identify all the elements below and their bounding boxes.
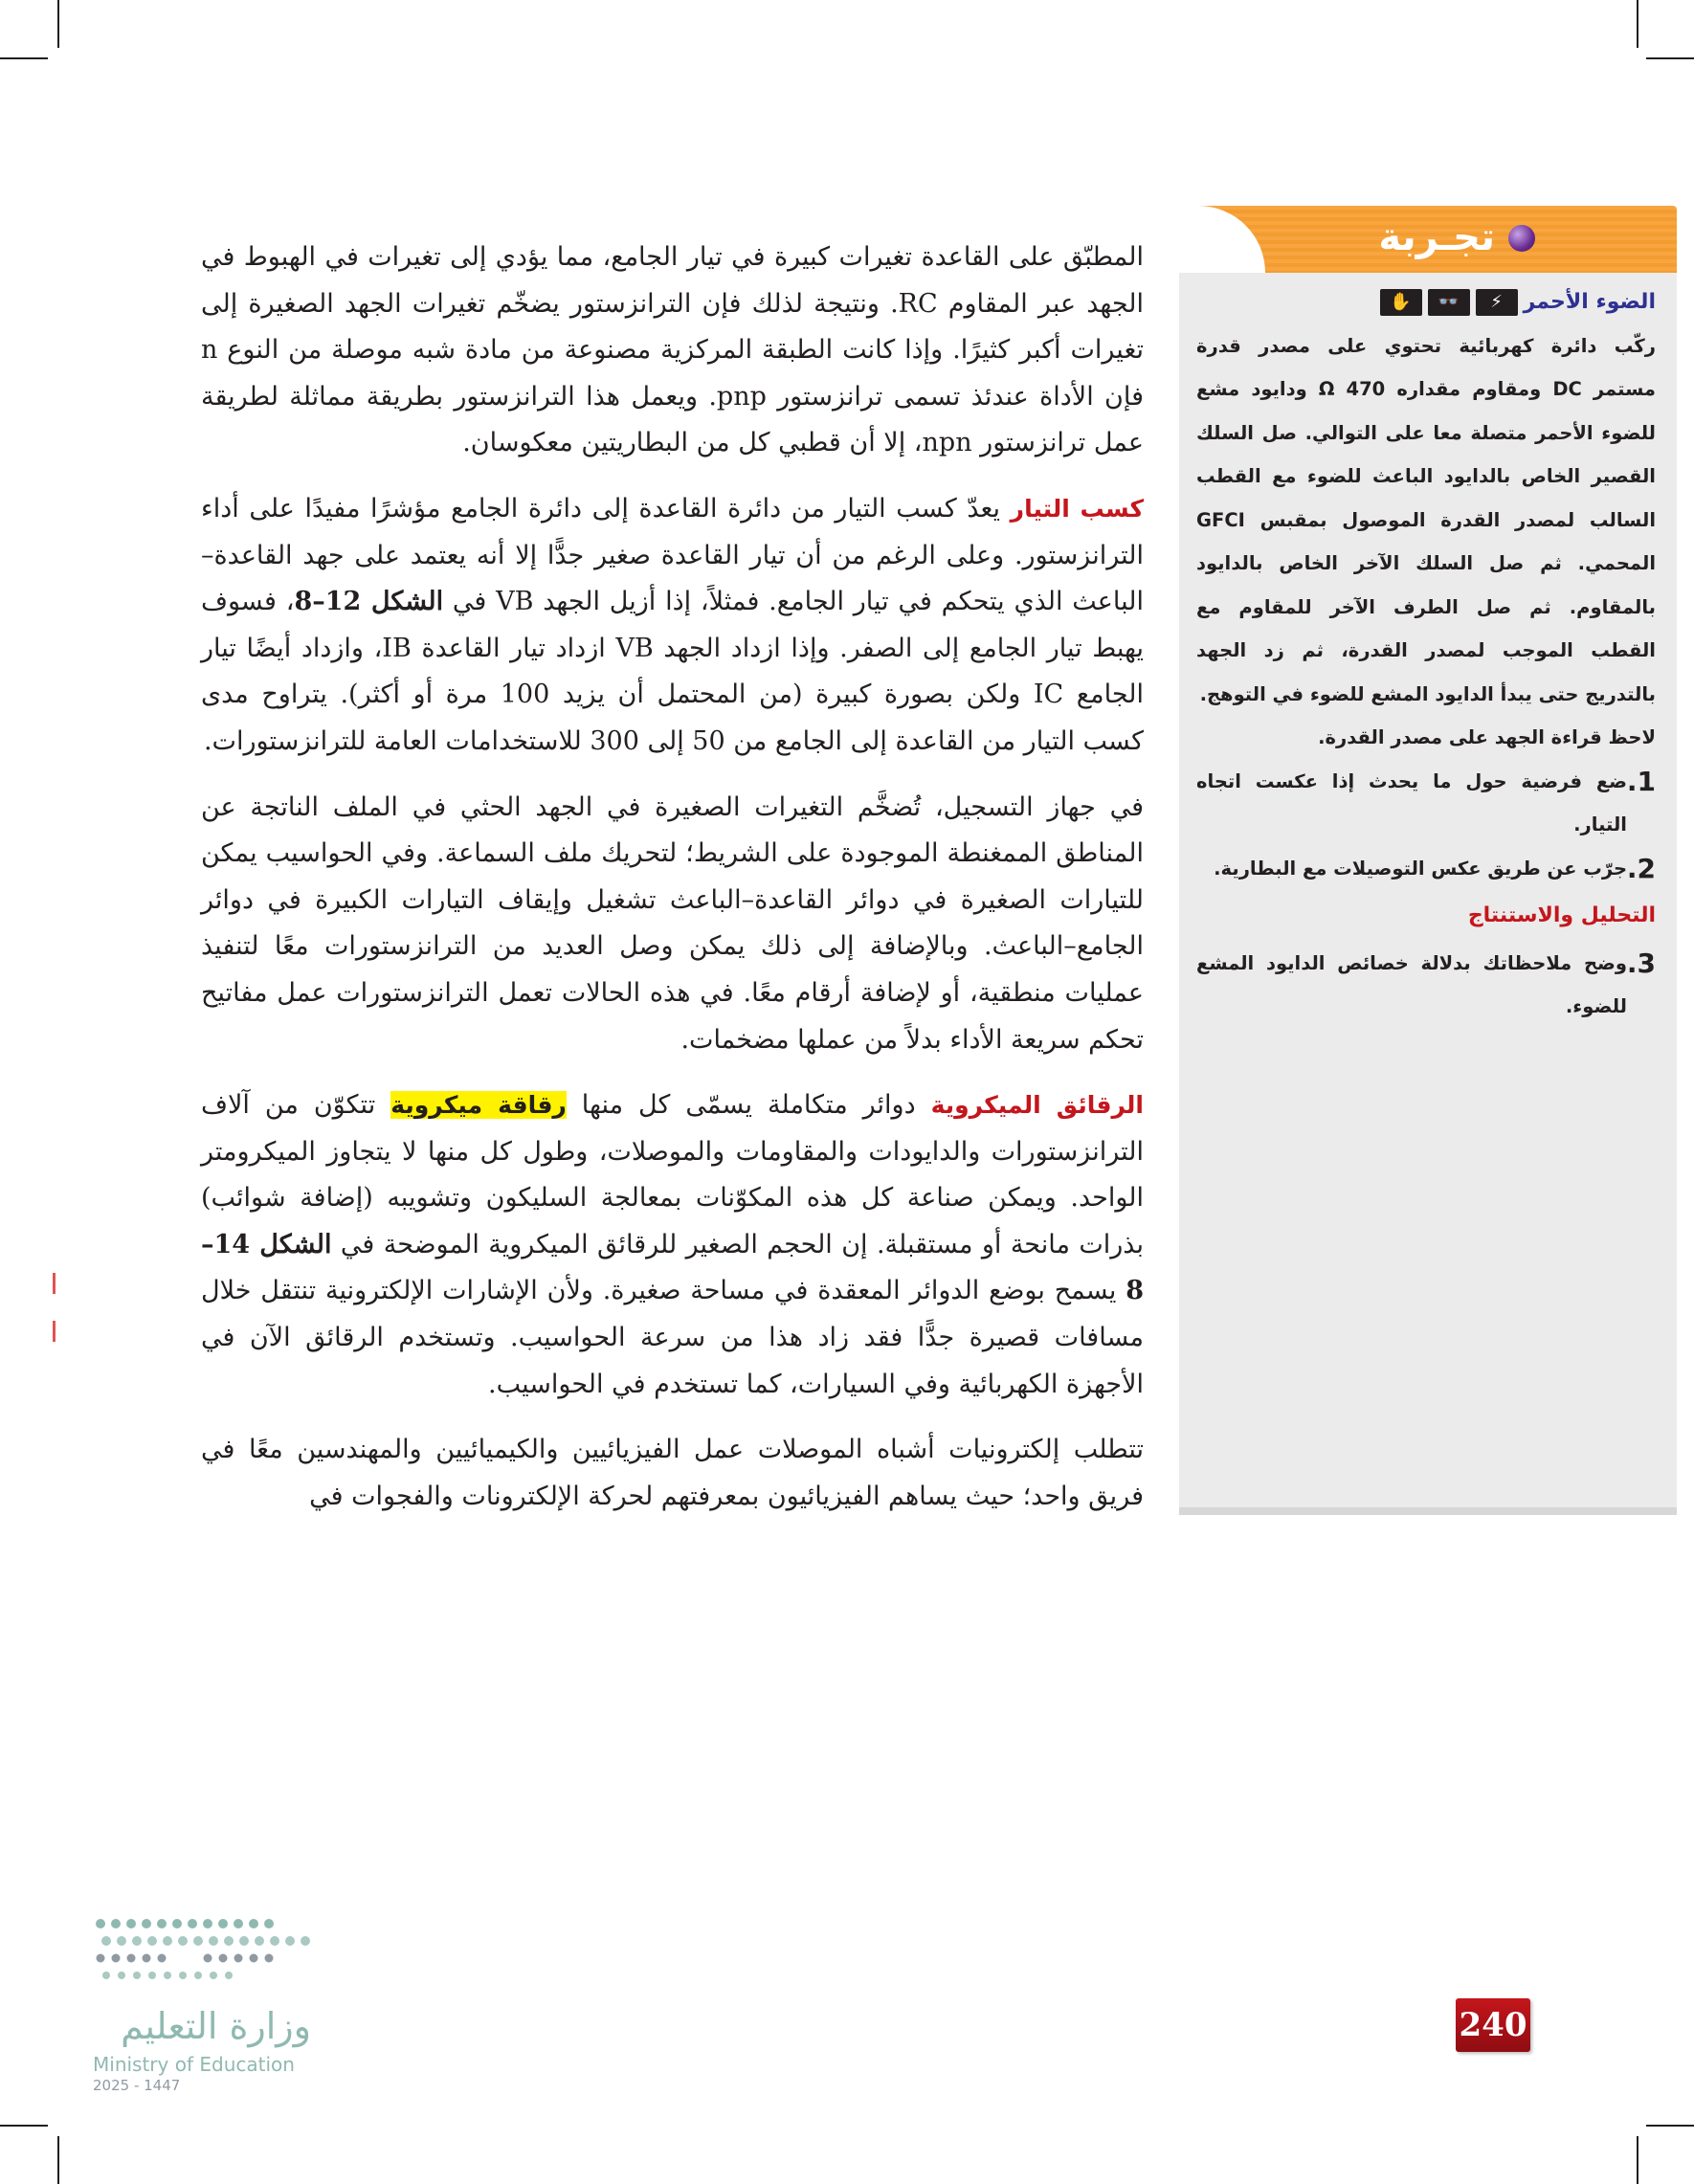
logo-dot	[117, 1936, 126, 1946]
figure-reference[interactable]: الشكل 12–8	[294, 587, 444, 617]
logo-dot	[157, 1919, 167, 1928]
paragraph-text: دوائر متكاملة يسمّى كل منها	[566, 1090, 931, 1121]
logo-dot	[285, 1936, 295, 1946]
goggles-safety-icon: 👓	[1428, 289, 1470, 316]
crop-mark	[1646, 57, 1694, 59]
step-number: 3.	[1626, 947, 1656, 979]
logo-dot	[96, 1919, 105, 1928]
crop-mark	[0, 2125, 48, 2127]
logo-dot	[178, 1936, 188, 1946]
margin-mark	[53, 1321, 56, 1342]
logo-dot	[203, 1919, 212, 1928]
logo-dot	[210, 1972, 217, 1979]
logo-dot	[126, 1919, 136, 1928]
paragraph-semiconductor-electronics: تتطلب إلكترونيات أشباه الموصلات عمل الفيزيائيين والكيميائيين والمهندسين معًا في فريق واحد؛ حيث يساهم الفيزيائيون بمعرفتهم لحركة الإلكترونات والفجوات في	[201, 1435, 1144, 1511]
experiment-observe: لاحظ قراءة الجهد على مصدر القدرة.	[1318, 726, 1656, 748]
logo-dot	[209, 1936, 218, 1946]
logo-dot	[301, 1936, 310, 1946]
logo-dot	[127, 1954, 136, 1963]
step-text: وضح ملاحظاتك بدلالة خصائص الدايود المشع للضوء.	[1196, 951, 1627, 1017]
experiment-sidebar	[1179, 206, 1677, 1512]
logo-dot	[148, 1972, 156, 1979]
logo-dot	[142, 1919, 151, 1928]
logo-dot	[249, 1919, 258, 1928]
logo-dot	[264, 1919, 274, 1928]
logo-dot	[250, 1954, 258, 1963]
page-number: 240	[1456, 1998, 1530, 2052]
logo-dot	[158, 1954, 167, 1963]
logo-dot	[132, 1936, 142, 1946]
logo-dot	[234, 1954, 243, 1963]
logo-dot	[101, 1936, 111, 1946]
experiment-title: تجـربة	[1378, 215, 1495, 259]
logo-dot	[225, 1972, 233, 1979]
experiment-banner	[1179, 206, 1677, 273]
figure-reference[interactable]: الشكل 14–8	[201, 1229, 1144, 1306]
step-text: ضع فرضية حول ما يحدث إذا عكست اتجاه التيار.	[1196, 769, 1627, 836]
logo-dot	[97, 1954, 105, 1963]
keyword-microchips: الرقائق الميكروية	[930, 1091, 1144, 1120]
experiment-heading-row	[1196, 280, 1656, 324]
logo-dot	[118, 1972, 125, 1979]
logo-arabic-text: وزارة التعليم	[121, 2005, 311, 2047]
logo-dot	[219, 1954, 228, 1963]
paragraph-microchips	[201, 1082, 1144, 1408]
keyword-current-gain: كسب التيار	[1010, 494, 1144, 523]
logo-dot	[193, 1936, 203, 1946]
logo-dot	[218, 1919, 228, 1928]
experiment-heading: الضوء الأحمر	[1523, 290, 1656, 314]
ministry-logo	[91, 1914, 311, 2096]
logo-dot	[188, 1919, 197, 1928]
logo-dot	[163, 1936, 172, 1946]
step-text: جرّب عن طريق عكس التوصيلات مع البطارية.	[1214, 857, 1627, 880]
logo-dot	[112, 1954, 121, 1963]
banner-curve	[1179, 206, 1265, 273]
logo-english-text: Ministry of Education	[93, 2053, 295, 2076]
logo-dot	[164, 1972, 171, 1979]
experiment-step-2	[1196, 847, 1656, 891]
paragraph-text: يسمح بوضع الدوائر المعقدة في مساحة صغيرة. ولأن الإشارات الإلكترونية تنتقل خلال مسافات قصيرة جدًّا فقد زاد هذا من سرعة الحواسيب. وتستخدم الرقائق الآن في الأجهزة الكهربائية وفي السيارات، كما تستخدم في الحواسيب.	[201, 1276, 1144, 1399]
experiment-body	[1179, 273, 1677, 1515]
margin-mark	[53, 1273, 56, 1294]
electrical-safety-icon: ⚡	[1476, 289, 1518, 316]
logo-year: 2025 - 1447	[93, 2077, 181, 2094]
logo-dot	[143, 1954, 151, 1963]
logo-dot	[179, 1972, 187, 1979]
crop-mark	[57, 2136, 59, 2184]
logo-dot	[224, 1936, 234, 1946]
logo-dot	[147, 1936, 157, 1946]
paragraph-transistor-pnp: المطبّق على القاعدة تغيرات كبيرة في تيار الجامع، مما يؤدي إلى تغيرات في الهبوط في الجهد عبر المقاوم RC. ونتيجة لذلك فإن الترانزستور يضخّم تغيرات الجهد الصغيرة إلى تغيرات أكبر كثيرًا. وإذا كانت الطبقة المركزية مصنوعة من مادة شبه موصلة من النوع n فإن الأداة عندئذ تسمى ترانزستور pnp. ويعمل هذا الترانزستور بطريقة مماثلة لطريقة عمل ترانزستور npn، إلا أن قطبي كل من البطاريتين معكوسان.	[201, 242, 1145, 458]
paragraph-recording: في جهاز التسجيل، تُضخَّم التغيرات الصغيرة في الجهد الحثي في الملف الناتجة عن المناطق الممغنطة الموجودة على الشريط؛ لتحريك ملف السماعة. وفي الحواسيب يمكن للتيارات الصغيرة في دوائر القاعدة–الباعث تشغيل وإيقاف التيارات الكبيرة في دوائر الجامع–الباعث. وبالإضافة إلى ذلك يمكن وصل العديد من الترانزستورات معًا لتنفيذ عمليات منطقية، أو لإضافة أرقام معًا. في هذه الحالات تعمل الترانزستورات عمل مفاتيح تحكم سريعة الأداء بدلاً من عملها مضخمات.	[201, 791, 1144, 1055]
logo-dot	[204, 1954, 212, 1963]
logo-dot	[239, 1936, 249, 1946]
main-text-column	[201, 234, 1144, 1539]
hand-safety-icon: ✋	[1380, 289, 1422, 316]
paragraph-text: يعدّ كسب التيار من دائرة القاعدة إلى دائرة الجامع مؤشرًا مفيدًا على أداء الترانزستور. وعلى الرغم من أن تيار القاعدة صغير جدًّا إلا أنه يعتمد على جهد القاعدة– الباعث الذي يتحكم في تيار الجامع. فمثلاً، إذا أزيل الجهد VB في	[201, 493, 1144, 617]
crop-mark	[1646, 2125, 1694, 2127]
bullet-circle-icon	[1508, 225, 1535, 252]
crop-mark	[1637, 2136, 1638, 2184]
logo-dots-icon	[91, 1914, 311, 2000]
experiment-step-3	[1196, 942, 1656, 1029]
crop-mark	[1637, 0, 1638, 48]
logo-dot	[194, 1972, 202, 1979]
paragraph-text: ، فسوف يهبط تيار الجامع إلى الصفر. وإذا ازداد الجهد VB ازداد تيار القاعدة IB، وازداد أيضًا تيار الجامع IC ولكن بصورة كبيرة (من المحتمل أن يزيد 100 مرة أو أكثر). يتراوح مدى كسب التيار من القاعدة إلى الجامع من 50 إلى 300 للاستخدامات العامة للترانزستورات.	[201, 587, 1144, 756]
crop-mark	[57, 0, 59, 48]
logo-dot	[270, 1936, 279, 1946]
logo-dot	[234, 1919, 243, 1928]
step-number: 2.	[1626, 852, 1656, 884]
experiment-content	[1196, 280, 1656, 1029]
paragraph-current-gain	[201, 486, 1144, 766]
experiment-instructions: ركّب دائرة كهربائية تحتوي على مصدر قدرة مستمر DC ومقاوم مقداره Ω 470 ودايود مشع للضوء الأحمر متصلة معا على التوالي. صل السلك القصير الخاص بالدايود الباعث للضوء مع القطب السالب لمصدر القدرة الموصول بمقبس GFCI المحمي. ثم صل السلك الآخر الخاص بالدايود بالمقاوم. ثم صل الطرف الآخر للمقاوم مع القطب الموجب لمصدر القدرة، ثم زد الجهد بالتدريج حتى يبدأ الدايود المشع للضوء في التوهج.	[1196, 334, 1656, 705]
highlighted-term-microchip: رقاقة ميكروية	[390, 1091, 567, 1120]
analysis-heading: التحليل والاستنتاج	[1467, 903, 1656, 927]
logo-dot	[133, 1972, 141, 1979]
step-number: 1.	[1626, 765, 1656, 797]
logo-dot	[265, 1954, 274, 1963]
logo-dot	[172, 1919, 182, 1928]
logo-dot	[255, 1936, 264, 1946]
logo-dot	[102, 1972, 110, 1979]
logo-dot	[111, 1919, 121, 1928]
crop-mark	[0, 57, 48, 59]
experiment-step-1	[1196, 760, 1656, 847]
paragraph-text: تتكوّن من آلاف الترانزستورات والدايودات والمقاومات والموصلات، وطول كل منها لا يتجاوز الميكرومتر الواحد. ويمكن صناعة كل هذه المكوّنات بمعالجة السليكون وتشويبه (إضافة شوائب) بذرات مانحة أو مستقبلة. إن الحجم الصغير للرقائق الميكروية الموضحة في	[201, 1090, 1144, 1259]
